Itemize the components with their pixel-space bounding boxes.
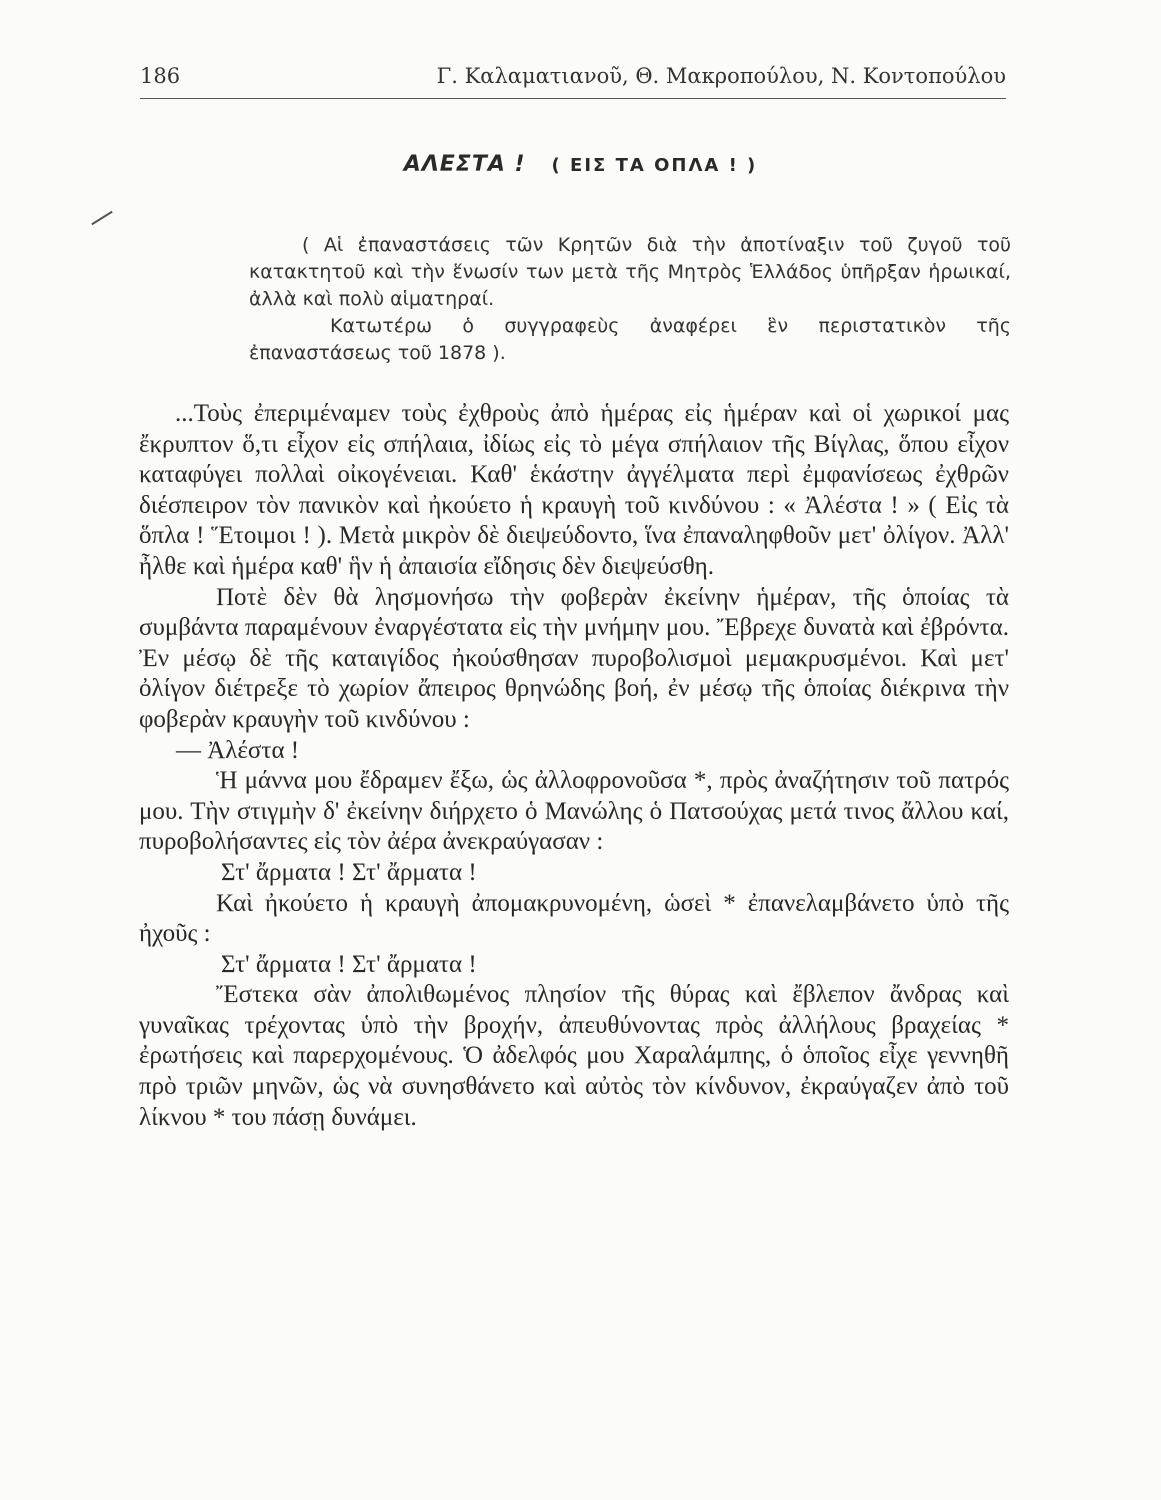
title-subtitle: ( ΕΙΣ ΤΑ ΟΠΛΑ ! ) bbox=[551, 155, 758, 176]
editorial-note bbox=[249, 232, 1011, 367]
body-dialogue: Στ' ἄρματα ! Στ' ἄρματα ! bbox=[221, 950, 477, 978]
body-paragraph: Ποτὲ δὲν θὰ λησμονήσω τὴν φοβερὰν ἐκείνην ἡμέραν, τῆς ὁποίας τὰ συμβάντα παραμένουν ἐναργέστατα εἰς τὴν μνήμην μου. Ἔβρεχε δυνατὰ καὶ ἐβρόντα. Ἐν μέσῳ δὲ τῆς καταιγίδος ἠκούσθησαν πυροβολισμοὶ μεμακρυσμένοι. Καὶ μετ' ὀλίγον διέτρεξε τὸ χωρίον ἄπειρος θρηνώδης βοή, ἐν μέσῳ τῆς ὁποίας διέκρινα τὴν φοβερὰν κραυγὴν τοῦ κινδύνου : bbox=[139, 583, 1009, 733]
body-dialogue: Στ' ἄρματα ! Στ' ἄρματα ! bbox=[221, 858, 477, 886]
pencil-mark bbox=[91, 211, 112, 225]
body-paragraph: Καὶ ἠκούετο ἡ κραυγὴ ἀπομακρυνομένη, ὡσεὶ * ἐπανελαμβάνετο ὑπὸ τῆς ἠχοῦς : bbox=[139, 889, 1009, 948]
note-paragraph: ( Αἱ ἐπαναστάσεις τῶν Κρητῶν διὰ τὴν ἀποτίναξιν τοῦ ζυγοῦ τοῦ κατακτητοῦ καὶ τὴν ἕνωσίν των μετὰ τῆς Μητρὸς Ἑλλάδος ὑπῆρξαν ἡρωικαί, ἀλλὰ καὶ πολὺ αἱματηραί. bbox=[249, 234, 1011, 310]
note-paragraph: Κατωτέρω ὁ συγγραφεὺς ἀναφέρει ἓν περιστατικὸν τῆς ἐπαναστάσεως τοῦ 1878 ). bbox=[249, 315, 1011, 364]
body-paragraph: ...Τοὺς ἐπεριμέναμεν τοὺς ἐχθροὺς ἀπὸ ἡμέρας εἰς ἡμέραν καὶ οἱ χωρικοί μας ἔκρυπτον ὅ,τι εἶχον εἰς σπήλαια, ἰδίως εἰς τὸ μέγα σπήλαιον τῆς Βίγλας, ὅπου εἶχον καταφύγει πολλαὶ οἰκογένειαι. Καθ' ἑκάστην ἀγγέλματα περὶ ἐμφανίσεως ἐχθρῶν διέσπειρον τὸν πανικὸν καὶ ἠκούετο ἡ κραυγὴ τοῦ κινδύνου : « Ἀλέστα ! » ( Εἰς τὰ ὅπλα ! Ἕτοιμοι ! ). Μετὰ μικρὸν δὲ διεψεύδοντο, ἵνα ἐπαναληφθοῦν μετ' ὀλίγον. Ἀλλ' ἦλθε καὶ ἡμέρα καθ' ἣν ἡ ἀπαισία εἴδησις δὲν διεψεύσθη. bbox=[139, 400, 1009, 580]
story-text bbox=[139, 399, 1009, 1133]
page-number: 186 bbox=[140, 64, 181, 88]
page-header bbox=[140, 64, 1006, 99]
chapter-title bbox=[0, 152, 1161, 177]
running-head: Γ. Καλαματιανοῦ, Θ. Μακροπούλου, Ν. Κοντοπούλου bbox=[436, 64, 1006, 88]
body-paragraph: Ἔστεκα σὰν ἀπολιθωμένος πλησίον τῆς θύρας καὶ ἔβλεπον ἄνδρας καὶ γυναῖκας τρέχοντας ὑπὸ τὴν βροχήν, ἀπευθύνοντας πρὸς ἀλλήλους βραχείας * ἐρωτήσεις καὶ παρερχομένους. Ὁ ἀδελφός μου Χαραλάμπης, ὁ ὁποῖος εἶχε γεννηθῆ πρὸ τριῶν μηνῶν, ὡς νὰ συνησθάνετο καὶ αὐτὸς τὸν κίνδυνον, ἐκραύγαζεν ἀπὸ τοῦ λίκνου * του πάσῃ δυνάμει. bbox=[139, 981, 1009, 1131]
body-dialogue: — Ἀλέστα ! bbox=[176, 736, 300, 764]
body-paragraph: Ἡ μάννα μου ἔδραμεν ἔξω, ὡς ἀλλοφρονοῦσα *, πρὸς ἀναζήτησιν τοῦ πατρός μου. Τὴν στιγμὴν δ' ἐκείνην διήρχετο ὁ Μανώλης ὁ Πατσούχας μετά τινος ἄλλου καί, πυροβολήσαντες εἰς τὸν ἀέρα ἀνεκραύγασαν : bbox=[139, 767, 1009, 856]
title-main: ΑΛΕΣΤΑ ! bbox=[403, 152, 526, 177]
